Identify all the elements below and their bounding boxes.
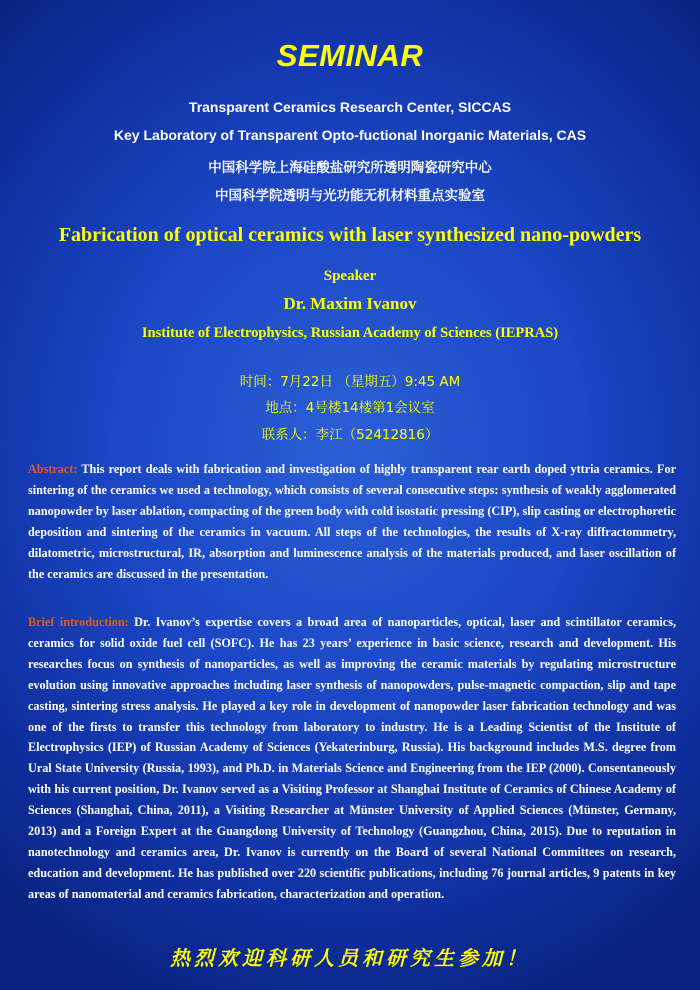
organization-en-1: Transparent Ceramics Research Center, SICCAS [188, 99, 512, 115]
seminar-contact: 联系人：李江（52412816） [261, 427, 439, 443]
poster-title: SEMINAR [276, 38, 424, 73]
abstract-text: This report deals with fabrication and investigation of highly transparent rear earth doped yttria ceramics. For sintering of the ceramics we used a technology, which consists of several consecutive steps: synthesis of weakly agglomerated nanopowder by laser ablation, compacting of the green body with cold isostatic pressing (CIP), slip casting or electrophoretic deposition and sintering of the ceramics in vacuum. All steps of the technologies, the results of X-ray diffractommetry, dilatometric, microstructural, IR, absorption and luminescence analysis of the materials produced, and laser oscillation of the ceramics are discussed in the presentation. [28, 462, 676, 581]
speaker-name: Dr. Maxim Ivanov [283, 294, 417, 313]
abstract-label: Abstract: [28, 462, 78, 476]
organization-zh-2: 中国科学院透明与光功能无机材料重点实验室 [215, 188, 485, 204]
brief-introduction-section [28, 612, 676, 905]
seminar-time: 时间：7月22日 （星期五）9:45 AM [239, 374, 461, 390]
seminar-location: 地点：4号楼14楼第1会议室 [265, 400, 435, 416]
welcome-footer: 热烈欢迎科研人员和研究生参加！ [170, 946, 530, 970]
speaker-institution: Institute of Electrophysics, Russian Academy of Sciences (IEPRAS) [141, 325, 559, 341]
talk-title: Fabrication of optical ceramics with laser synthesized nano-powders [58, 224, 642, 246]
brief-introduction-text: Dr. Ivanov’s expertise covers a broad area of nanoparticles, optical, laser and scintillator ceramics, ceramics for solid oxide fuel cell (SOFC). He has 23 years’ experience in basic science, research and development. His researches focus on synthesis of nanoparticles, as well as improving the ceramic materials by regulating microstructure evolution using innovative approaches including laser synthesis of nanopowders, pulse-magnetic compaction, slip and tape casting, sintering stress analysis. He played a key role in development of nanopowder laser fabrication technology and was one of the firsts to transfer this technology from laboratory to industry. He is a Leading Scientist of the Institute of Electrophysics (IEP) of Russian Academy of Sciences (Yekaterinburg, Russia). His background includes M.S. degree from Ural State University (Russia, 1993), and Ph.D. in Materials Science and Engineering from the IEP (2000). Consentaneously with his current position, Dr. Ivanov served as a Visiting Professor at Shanghai Institute of Ceramics of Chinese Academy of Sciences (Shanghai, China, 2011), a Visiting Researcher at Münster University of Applied Sciences (Münster, Germany, 2013) and a Foreign Expert at the Guangdong University of Technology (Guangzhou, China, 2015). Due to reputation in nanotechnology and ceramics area, Dr. Ivanov is currently on the Board of several National Committees on research, education and development. He has published over 220 scientific publications, including 76 journal articles, 9 patents in key areas of nanomaterial and ceramics fabrication, characterization and operation. [28, 615, 676, 901]
abstract-section [28, 459, 676, 584]
brief-introduction-label: Brief introduction: [28, 615, 129, 629]
speaker-label: Speaker [323, 268, 377, 284]
organization-en-2: Key Laboratory of Transparent Opto-fuctional Inorganic Materials, CAS [113, 127, 587, 143]
organization-zh-1: 中国科学院上海硅酸盐研究所透明陶瓷研究中心 [208, 160, 492, 176]
